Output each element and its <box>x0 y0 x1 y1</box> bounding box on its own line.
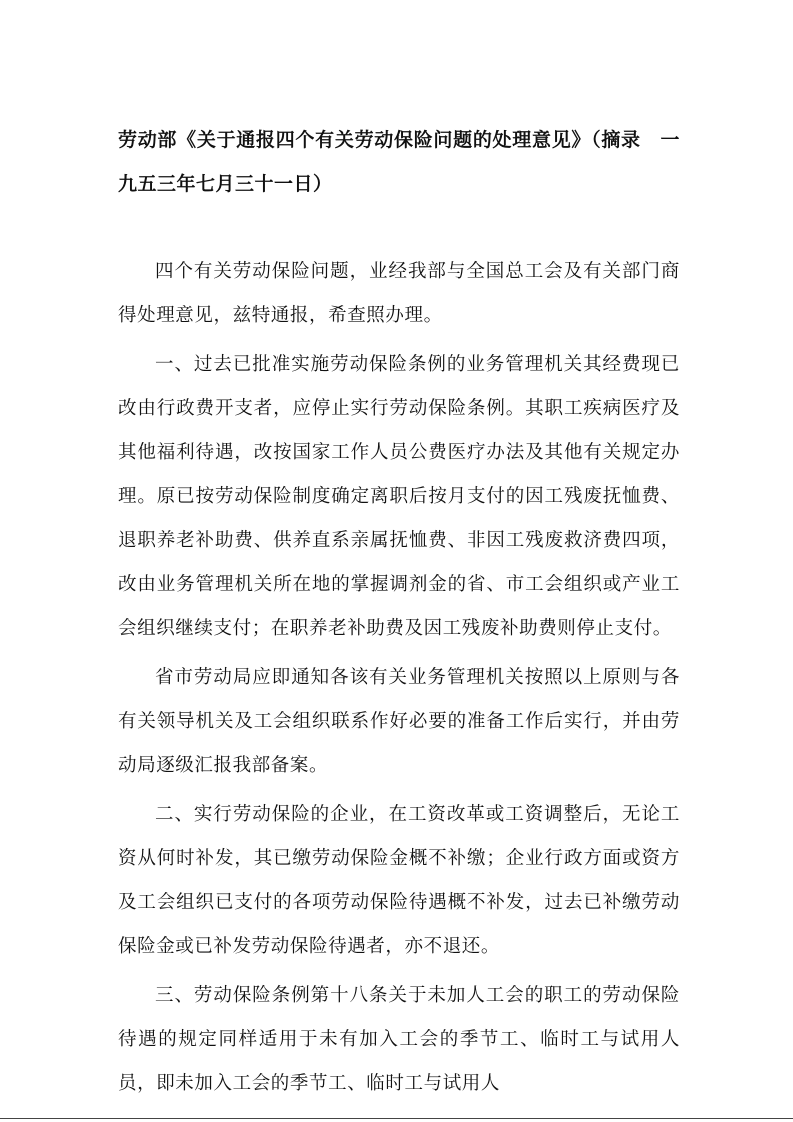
paragraph-item-three: 三、劳动保险条例第十八条关于未加人工会的职工的劳动保险待遇的规定同样适用于未有加入工会的季节工、临时工与试用人员，即未加入工会的季节工、临时工与试用人 <box>118 985 680 1094</box>
page-bottom-divider <box>0 1118 793 1119</box>
paragraph-intro: 四个有关劳动保险问题，业经我部与全国总工会及有关部门商得处理意见，兹特通报，希查照办理。 <box>118 261 680 326</box>
document-page <box>118 118 680 1111</box>
paragraph-item-two: 二、实行劳动保险的企业，在工资改革或工资调整后，无论工资从何时补发，其已缴劳动保险金概不补缴；企业行政方面或资方及工会组织已支付的各项劳动保险待遇概不补发，过去已补缴劳动保险金或已补发劳动保险待遇者，亦不退还。 <box>118 804 680 957</box>
paragraph-item-one: 一、过去已批准实施劳动保险条例的业务管理机关其经费现已改由行政费开支者，应停止实行劳动保险条例。其职工疾病医疗及其他福利待遇，改按国家工作人员公费医疗办法及其他有关规定办理。原已按劳动保险制度确定离职后按月支付的因工残废抚恤费、退职养老补助费、供养直系亲属抚恤费、非因工残废救济费四项，改由业务管理机关所在地的掌握调剂金的省、市工会组织或产业工会组织继续支付；在职养老补助费及因工残废补助费则停止支付。 <box>118 354 680 639</box>
title-spacer <box>118 206 680 250</box>
document-title: 劳动部《关于通报四个有关劳动保险问题的处理意见》（摘录 一九五三年七月三十一日） <box>118 129 680 195</box>
paragraph-item-one-note: 省市劳动局应即通知各该有关业务管理机关按照以上原则与各有关领导机关及工会组织联系作好必要的准备工作后实行，并由劳动局逐级汇报我部备案。 <box>118 667 680 776</box>
